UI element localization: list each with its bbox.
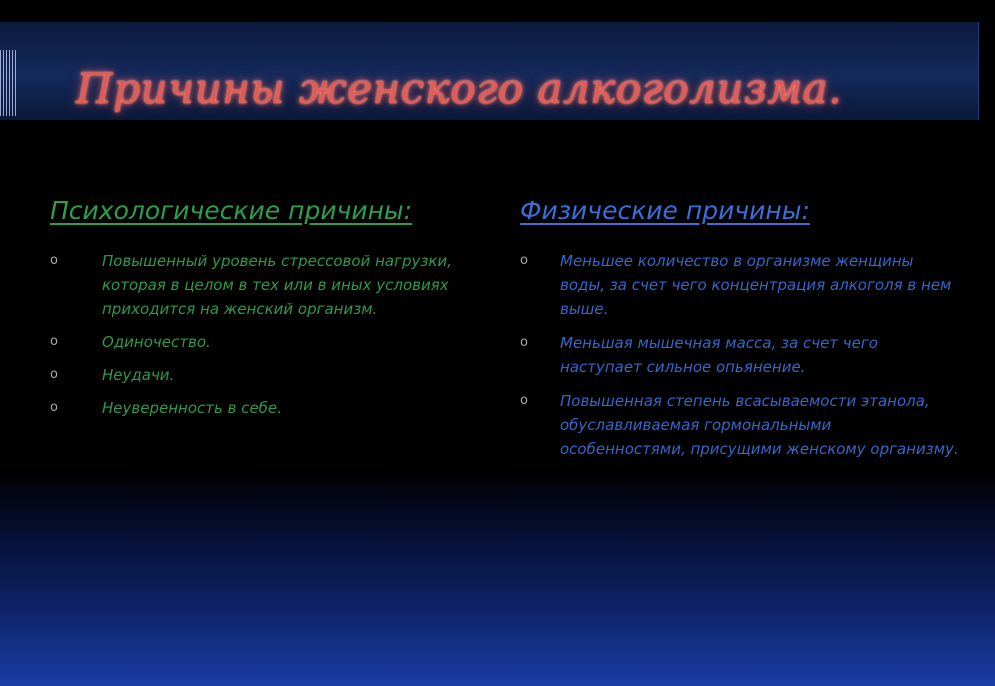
- list-item: [50, 363, 470, 387]
- bullet-icon: o: [50, 334, 58, 349]
- title-stripes-decoration: [0, 50, 18, 116]
- list-item-text: Меньшая мышечная масса, за счет чего наступает сильное опьянение.: [560, 334, 878, 376]
- psychological-causes-heading: Психологические причины:: [50, 196, 413, 225]
- bullet-icon: o: [50, 367, 58, 382]
- list-item: [50, 330, 470, 354]
- list-item-text: Повышенный уровень стрессовой нагрузки, которая в целом в тех или в иных условиях приходится на женский организм.: [102, 252, 452, 318]
- list-item-text: Неудачи.: [102, 366, 175, 384]
- list-item-text: Меньшее количество в организме женщины воды, за счет чего концентрация алкоголя в нем выше.: [560, 252, 952, 318]
- list-item: [520, 249, 960, 321]
- bullet-icon: o: [50, 253, 58, 268]
- physical-causes-list: [520, 249, 960, 461]
- psychological-causes-column: [50, 196, 470, 429]
- bullet-icon: o: [50, 400, 58, 415]
- list-item-text: Одиночество.: [102, 333, 211, 351]
- psychological-causes-list: [50, 249, 470, 420]
- bullet-icon: o: [520, 335, 528, 350]
- bullet-icon: o: [520, 253, 528, 268]
- slide-title: Причины женского алкоголизма.: [76, 64, 843, 113]
- list-item: [520, 389, 960, 461]
- list-item: [50, 249, 470, 321]
- list-item-text: Повышенная степень всасываемости этанола, обуславливаемая гормональными особенностями, присущими женскому организму.: [560, 392, 959, 458]
- list-item: [50, 396, 470, 420]
- title-bar: [0, 22, 979, 120]
- list-item-text: Неуверенность в себе.: [102, 399, 282, 417]
- physical-causes-column: [520, 196, 960, 471]
- list-item: [520, 331, 960, 379]
- physical-causes-heading: Физические причины:: [520, 196, 810, 225]
- bullet-icon: o: [520, 393, 528, 408]
